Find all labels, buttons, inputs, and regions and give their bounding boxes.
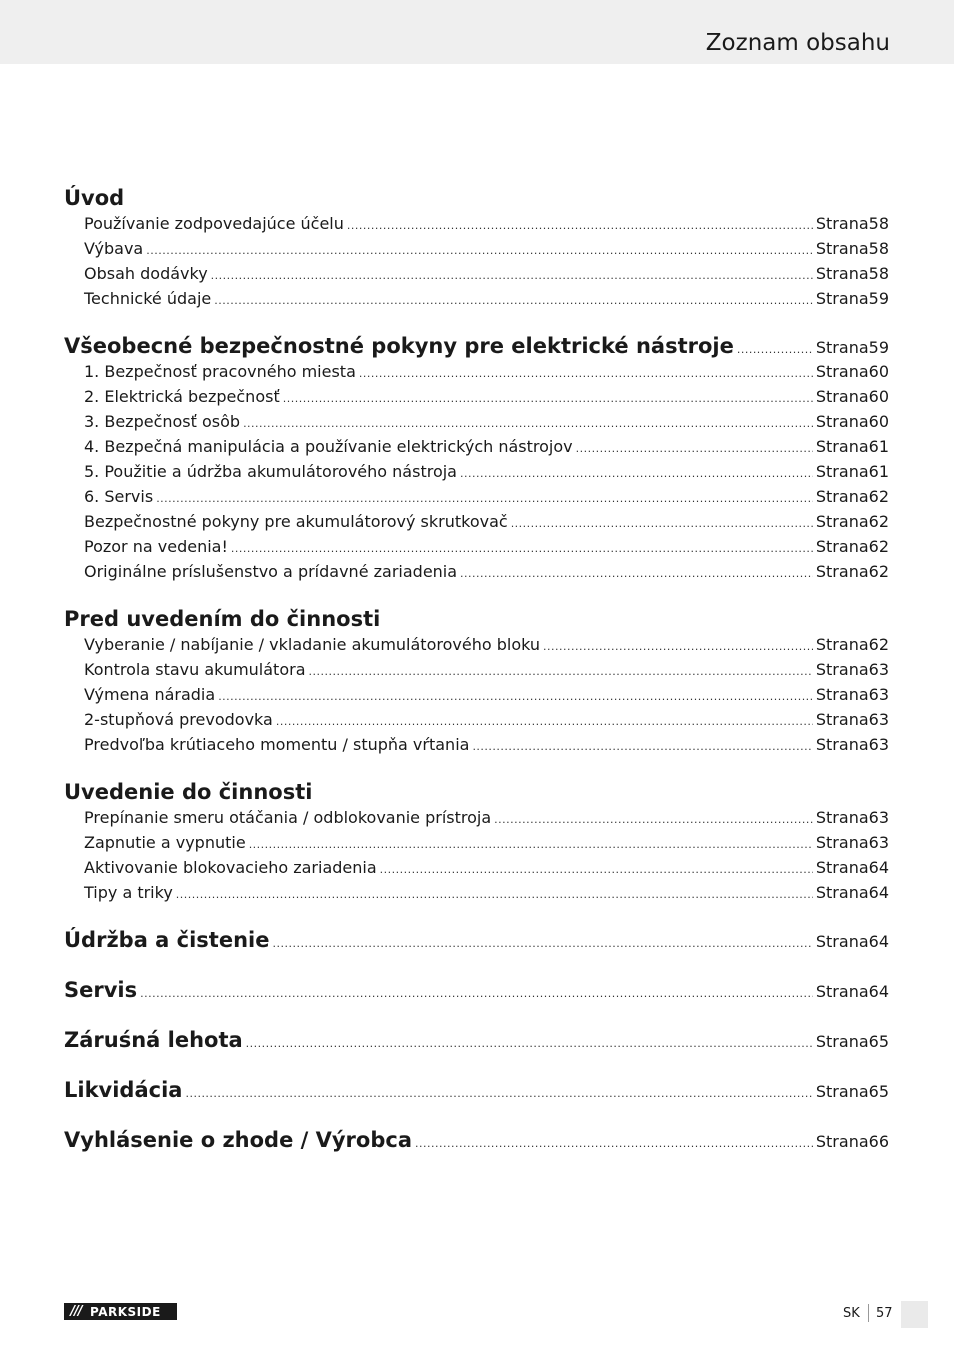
page-word: Strana <box>815 833 869 852</box>
toc-entry[interactable] <box>64 735 889 760</box>
dot-leader <box>494 813 813 826</box>
toc-entry[interactable] <box>64 214 889 239</box>
dot-leader <box>472 740 812 753</box>
toc-page-number: 62 <box>868 635 889 654</box>
toc-section-title: Záruśná lehota <box>64 1028 243 1052</box>
toc-page-number: 58 <box>868 239 889 258</box>
dot-leader <box>246 1037 813 1050</box>
page-word: Strana <box>815 808 869 827</box>
page-title: Zoznam obsahu <box>705 30 890 56</box>
toc-section-heading[interactable] <box>64 186 889 214</box>
toc-entry-label: Aktivovanie blokovacieho zariadenia <box>84 858 377 877</box>
toc-entry[interactable] <box>64 660 889 685</box>
toc-entry[interactable] <box>64 562 889 587</box>
toc-entry[interactable] <box>64 537 889 562</box>
dot-leader <box>146 244 813 257</box>
toc-entry-label: Používanie zodpovedajúce účelu <box>84 214 344 233</box>
page-word: Strana <box>815 1082 869 1101</box>
section-gap <box>64 760 889 780</box>
toc-entry-label: Výbava <box>84 239 144 258</box>
toc-entry[interactable] <box>64 412 889 437</box>
page-word: Strana <box>815 858 869 877</box>
toc-page-number: 62 <box>868 537 889 556</box>
section-gap <box>64 1056 889 1078</box>
dot-leader <box>276 715 813 728</box>
toc-page-number: 63 <box>868 833 889 852</box>
toc-section-title: Uvedenie do činnosti <box>64 780 313 804</box>
toc-page-number: 58 <box>868 264 889 283</box>
dot-leader <box>249 838 813 851</box>
section-gap <box>64 1106 889 1128</box>
toc-page-number: 64 <box>868 883 889 902</box>
toc-entry[interactable] <box>64 264 889 289</box>
toc-entry-label: Obsah dodávky <box>84 264 208 283</box>
page-word: Strana <box>815 710 869 729</box>
toc-entry-label: 5. Použitie a údržba akumulátorového nástroja <box>84 462 457 481</box>
toc-page-number: 60 <box>868 412 889 431</box>
toc-entry-label: Bezpečnostné pokyny pre akumulátorový skrutkovač <box>84 512 508 531</box>
toc-page-number: 63 <box>868 660 889 679</box>
toc-entry-label: Zapnutie a vypnutie <box>84 833 246 852</box>
page-word: Strana <box>815 487 869 506</box>
dot-leader <box>156 492 813 505</box>
toc-page-number: 64 <box>868 982 889 1001</box>
dot-leader <box>243 417 813 430</box>
dot-leader <box>176 888 813 901</box>
page-word: Strana <box>815 264 869 283</box>
toc-section-title: Servis <box>64 978 138 1002</box>
page-word: Strana <box>815 412 869 431</box>
toc-section-heading[interactable] <box>64 607 889 635</box>
toc-section-title: Údržba a čistenie <box>64 928 270 952</box>
language-code: SK <box>843 1306 860 1321</box>
page-word: Strana <box>815 735 869 754</box>
toc-entry[interactable] <box>64 512 889 537</box>
toc-page-number: 65 <box>868 1032 889 1051</box>
logo-slashes: /// <box>70 1304 82 1319</box>
toc-entry[interactable] <box>64 239 889 264</box>
page-word: Strana <box>815 982 869 1001</box>
toc-entry-label: 6. Servis <box>84 487 154 506</box>
toc-entry-label: Prepínanie smeru otáčania / odblokovanie prístroja <box>84 808 492 827</box>
toc-section-title: Pred uvedením do činnosti <box>64 607 381 631</box>
toc-page-number: 60 <box>868 362 889 381</box>
page-word: Strana <box>815 685 869 704</box>
toc-entry[interactable] <box>64 387 889 412</box>
page-word: Strana <box>815 635 869 654</box>
dot-leader <box>309 665 813 678</box>
toc-section-title: Všeobecné bezpečnostné pokyny pre elektrické nástroje <box>64 334 734 358</box>
toc-page-number: 62 <box>868 512 889 531</box>
toc-page-number: 63 <box>868 710 889 729</box>
dot-leader <box>283 392 813 405</box>
page-word: Strana <box>815 1132 869 1151</box>
section-gap <box>64 908 889 928</box>
toc-page-number: 62 <box>868 562 889 581</box>
toc-entry-label: 4. Bezpečná manipulácia a používanie elektrických nástrojov <box>84 437 573 456</box>
footer-divider <box>868 1304 869 1322</box>
toc-entry[interactable] <box>64 635 889 660</box>
toc-entry-label: 2. Elektrická bezpečnosť <box>84 387 280 406</box>
toc-section-title: Vyhlásenie o zhode / Výrobca <box>64 1128 412 1152</box>
toc-section-heading[interactable] <box>64 334 889 362</box>
dot-leader <box>185 1087 812 1100</box>
dot-leader <box>576 442 813 455</box>
page-word: Strana <box>815 462 869 481</box>
dot-leader <box>460 467 813 480</box>
dot-leader <box>140 987 813 1000</box>
toc-entry-label: Výmena náradia <box>84 685 216 704</box>
toc-entry[interactable] <box>64 883 889 908</box>
toc-section-heading[interactable] <box>64 780 889 808</box>
dot-leader <box>415 1137 813 1150</box>
page-number: 57 <box>876 1306 893 1321</box>
dot-leader <box>231 542 813 555</box>
toc-entry[interactable] <box>64 289 889 314</box>
section-gap <box>64 587 889 607</box>
toc-entry-label: Pozor na vedenia! <box>84 537 228 556</box>
toc-page-number: 63 <box>868 685 889 704</box>
section-gap <box>64 314 889 334</box>
toc-page-number: 61 <box>868 437 889 456</box>
page-word: Strana <box>815 239 869 258</box>
toc-entry-label: 1. Bezpečnosť pracovného miesta <box>84 362 356 381</box>
dot-leader <box>359 367 813 380</box>
toc-page-number: 64 <box>868 858 889 877</box>
page-word: Strana <box>815 537 869 556</box>
page-word: Strana <box>815 883 869 902</box>
logo-text: PARKSIDE <box>90 1304 161 1319</box>
page-word: Strana <box>815 437 869 456</box>
toc-section-heading[interactable] <box>64 928 889 956</box>
section-gap <box>64 1006 889 1028</box>
toc-entry[interactable] <box>64 858 889 883</box>
toc-entry[interactable] <box>64 833 889 858</box>
toc-page-number: 62 <box>868 487 889 506</box>
toc-section-heading[interactable] <box>64 1078 889 1106</box>
toc-section-title: Likvidácia <box>64 1078 183 1102</box>
toc-page-number: 60 <box>868 387 889 406</box>
page-word: Strana <box>815 362 869 381</box>
toc-entry-label: Tipy a triky <box>84 883 173 902</box>
toc-section-heading[interactable] <box>64 1128 889 1156</box>
toc-entry-label: Technické údaje <box>84 289 212 308</box>
toc-entry-label: Kontrola stavu akumulátora <box>84 660 306 679</box>
page-word: Strana <box>815 562 869 581</box>
page-word: Strana <box>815 338 869 357</box>
dot-leader <box>511 517 813 530</box>
page-word: Strana <box>815 387 869 406</box>
dot-leader <box>272 937 812 950</box>
toc-entry-label: Predvoľba krútiaceho momentu / stupňa vŕtania <box>84 735 470 754</box>
dot-leader <box>380 863 813 876</box>
toc-entry[interactable] <box>64 462 889 487</box>
page-word: Strana <box>815 660 869 679</box>
toc-page-number: 65 <box>868 1082 889 1101</box>
dot-leader <box>218 690 813 703</box>
toc-page-number: 58 <box>868 214 889 233</box>
toc-entry[interactable] <box>64 710 889 735</box>
dot-leader <box>211 269 813 282</box>
page-word: Strana <box>815 1032 869 1051</box>
page-word: Strana <box>815 289 869 308</box>
toc-page-number: 63 <box>868 735 889 754</box>
parkside-logo <box>64 1303 177 1320</box>
dot-leader <box>214 294 813 307</box>
footer-tab-box <box>901 1301 928 1328</box>
toc-page-number: 66 <box>868 1132 889 1151</box>
page-word: Strana <box>815 932 869 951</box>
dot-leader <box>543 640 813 653</box>
dot-leader <box>460 567 813 580</box>
toc-section-title: Úvod <box>64 186 125 210</box>
toc-entry-label: Vyberanie / nabíjanie / vkladanie akumulátorového bloku <box>84 635 541 654</box>
toc-section-heading[interactable] <box>64 1028 889 1056</box>
toc-entry[interactable] <box>64 437 889 462</box>
toc-entry-label: Originálne príslušenstvo a prídavné zariadenia <box>84 562 458 581</box>
toc-page-number: 63 <box>868 808 889 827</box>
toc-page-number: 59 <box>868 338 889 357</box>
table-of-contents <box>64 186 889 1156</box>
dot-leader <box>737 343 813 356</box>
toc-entry-label: 3. Bezpečnosť osôb <box>84 412 241 431</box>
toc-page-number: 64 <box>868 932 889 951</box>
page-word: Strana <box>815 214 869 233</box>
toc-entry[interactable] <box>64 487 889 512</box>
dot-leader <box>347 219 813 232</box>
toc-entry[interactable] <box>64 808 889 833</box>
toc-page-number: 61 <box>868 462 889 481</box>
toc-entry-label: 2-stupňová prevodovka <box>84 710 273 729</box>
toc-entry[interactable] <box>64 685 889 710</box>
toc-entry[interactable] <box>64 362 889 387</box>
toc-page-number: 59 <box>868 289 889 308</box>
toc-section-heading[interactable] <box>64 978 889 1006</box>
section-gap <box>64 956 889 978</box>
page-word: Strana <box>815 512 869 531</box>
